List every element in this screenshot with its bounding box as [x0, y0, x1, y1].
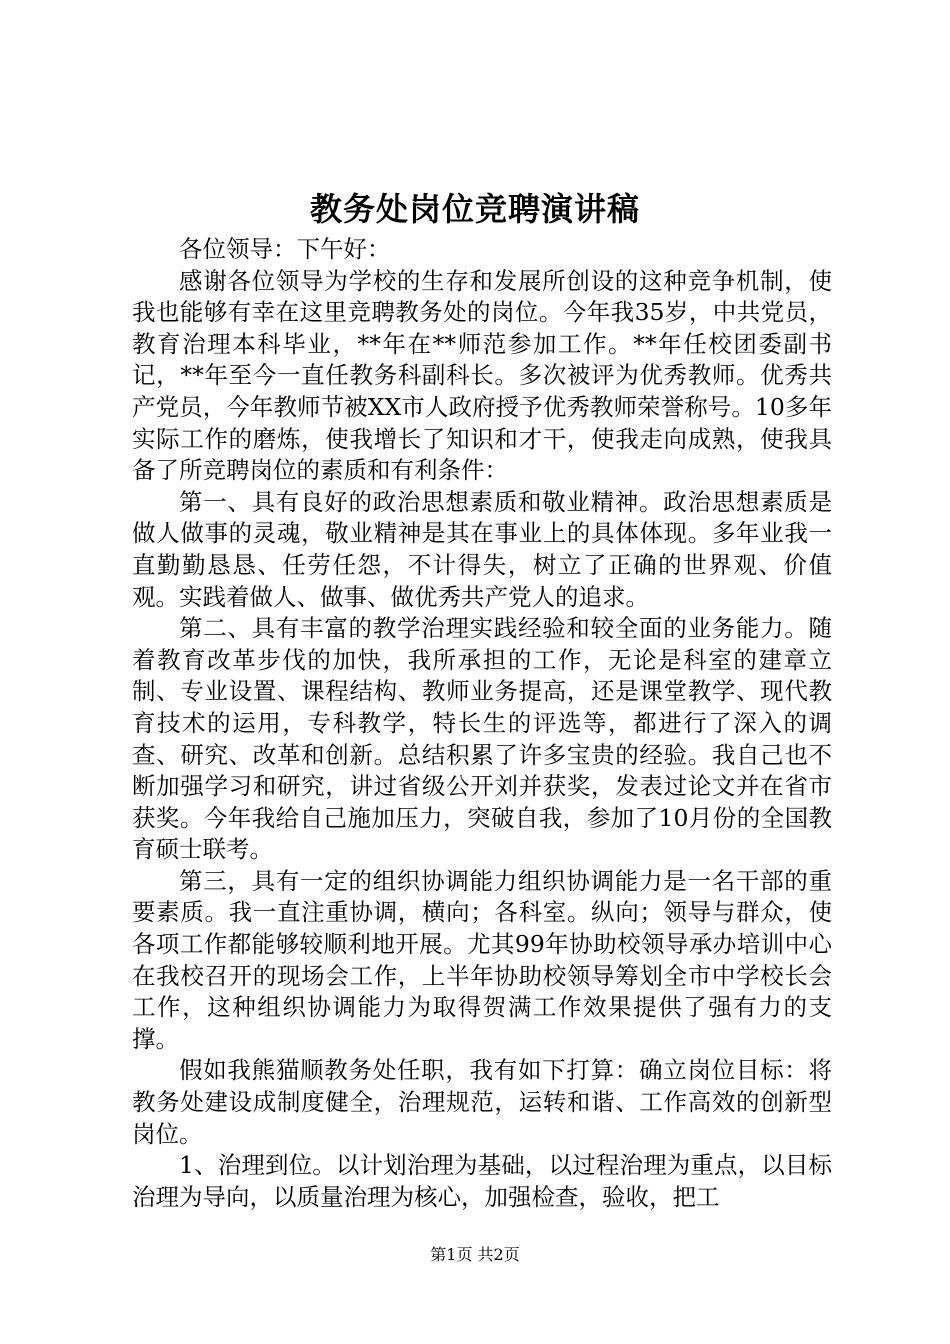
paragraph-greeting: 各位领导：下午好： — [179, 235, 391, 263]
page-number-footer: 第1页 共2页 — [430, 1245, 520, 1264]
paragraph-first-point: 第一、具有良好的政治思想素质和敬业精神。政治思想素质是做人做事的灵魂，敬业精神是其在事业上的具体体现。多年业我一直勤勤恳恳、任劳任怨，不计得失，树立了正确的世界观、价值观。实践着做人、做事、做优秀共产党人的追求。 — [132, 487, 832, 611]
paragraph-introduction: 感谢各位领导为学校的生存和发展所创设的这种竞争机制，使我也能够有幸在这里竞聘教务处的岗位。今年我35岁，中共党员，教育治理本科毕业，**年在**师范参加工作。**年任校团委副书记，**年至今一直任教务科副科长。多次被评为优秀教师。优秀共产党员，今年教师节被XX市人政府授予优秀教师荣誉称号。10多年实际工作的磨炼，使我增长了知识和才干，使我走向成熟，使我具备了所竞聘岗位的素质和有利条件： — [132, 266, 832, 485]
paragraph-third-point: 第三，具有一定的组织协调能力组织协调能力是一名干部的重要素质。我一直注重协调，横向；各科室。纵向；领导与群众，使各项工作都能够较顺利地开展。尤其99年协助校领导承办培训中心在我校召开的现场会工作，上半年协助校领导筹划全市中学校长会工作，这种组织协调能力为取得贺满工作效果提供了强有力的支撑。 — [132, 866, 832, 1053]
paragraph-plan-item-1: 1、治理到位。以计划治理为基础，以过程治理为重点，以目标治理为导向，以质量治理为核心，加强检查，验收，把工 — [132, 1151, 832, 1211]
document-body — [132, 234, 832, 1213]
paragraph-plan: 假如我熊猫顺教务处任职，我有如下打算：确立岗位目标：将教务处建设成制度健全，治理规范，运转和谐、工作高效的创新型岗位。 — [132, 1056, 832, 1148]
document-title: 教务处岗位竞聘演讲稿 — [309, 190, 640, 228]
paragraph-second-point: 第二、具有丰富的教学治理实践经验和较全面的业务能力。随着教育改革步伐的加快，我所承担的工作，无论是科室的建章立制、专业设置、课程结构、教师业务提高，还是课堂教学、现代教育技术的运用，专科教学，特长生的评选等，都进行了深入的调查、研究、改革和创新。总结积累了许多宝贵的经验。我自己也不断加强学习和研究，讲过省级公开刘并获奖，发表过论文并在省市获奖。今年我给自己施加压力，突破自我，参加了10月份的全国教育硕士联考。 — [132, 614, 832, 864]
